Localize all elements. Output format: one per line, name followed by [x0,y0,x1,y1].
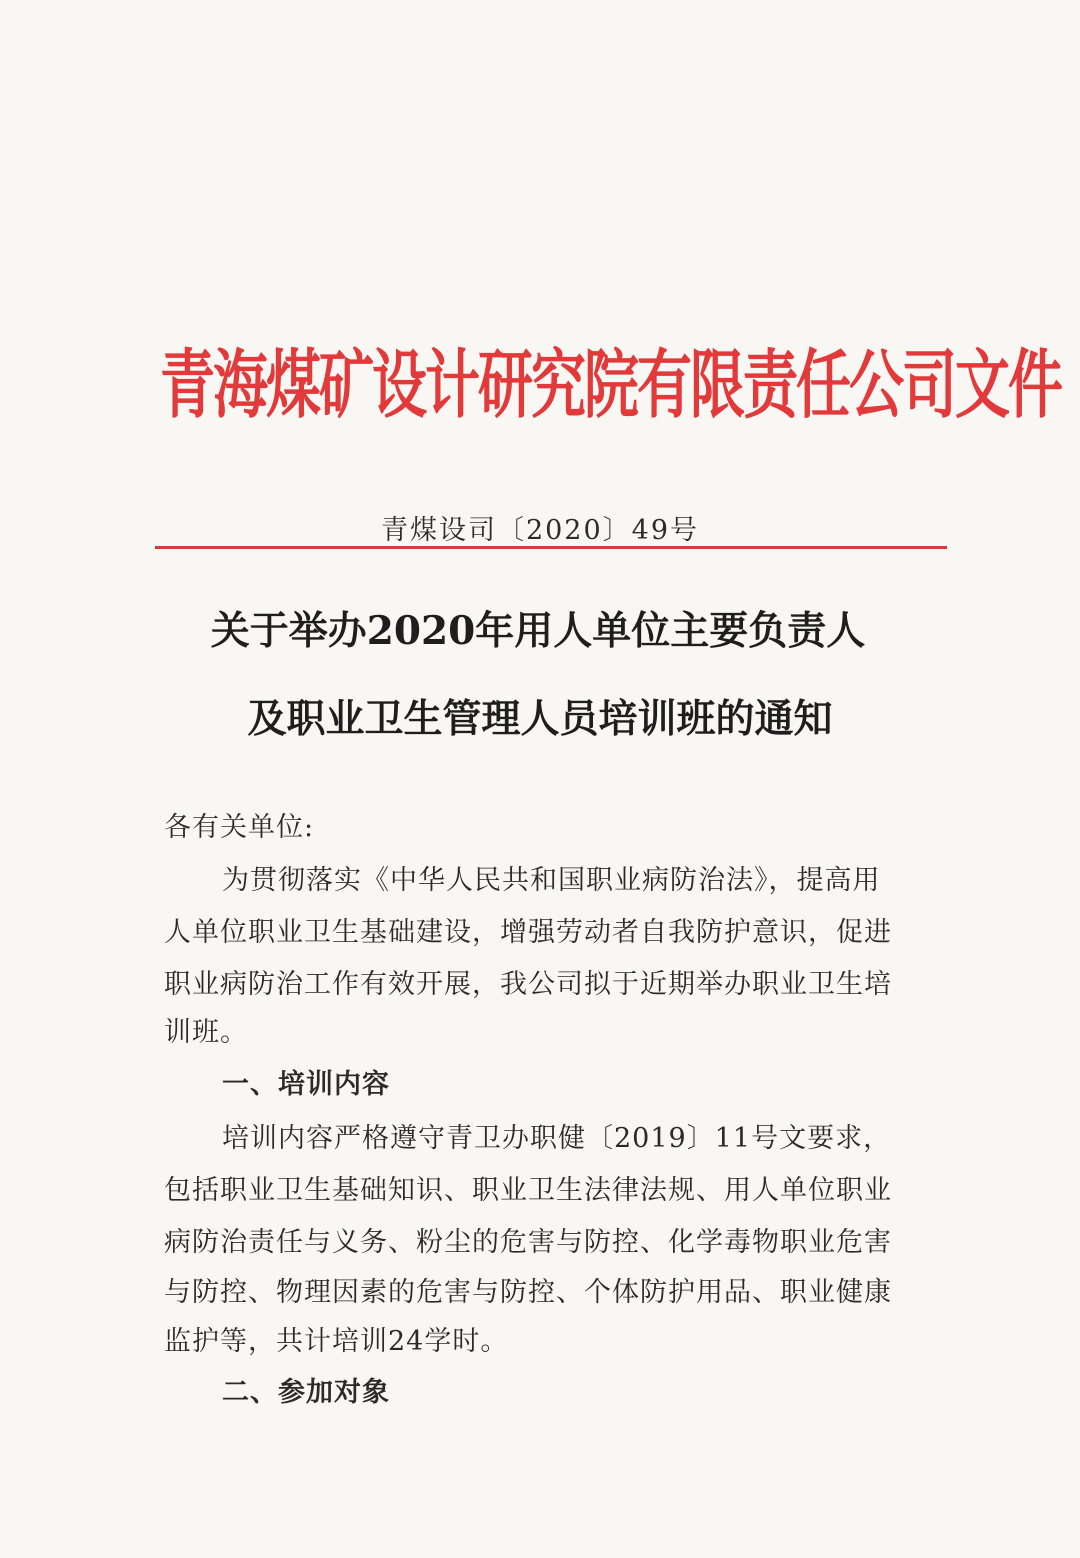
paragraph-2-line-5: 监护等，共计培训24学时。 [164,1326,509,1357]
section-2-heading: 二、参加对象 [222,1377,390,1408]
paragraph-1-line-4: 训班。 [164,1017,248,1048]
paragraph-1-line-2: 人单位职业卫生基础建设，增强劳动者自我防护意识，促进 [164,917,892,948]
section-1-heading: 一、培训内容 [222,1069,390,1100]
paragraph-2-line-2: 包括职业卫生基础知识、职业卫生法律法规、用人单位职业 [164,1175,892,1206]
paragraph-2-line-3: 病防治责任与义务、粉尘的危害与防控、化学毒物职业危害 [164,1227,892,1258]
organization-header: 青海煤矿设计研究院有限责任公司文件 [160,341,1062,429]
notice-title-line-2: 及职业卫生管理人员培训班的通知 [247,696,833,742]
red-divider-line [155,546,947,549]
notice-title-line-1: 关于举办2020年用人单位主要负责人 [210,608,866,654]
paragraph-2-line-1: 培训内容严格遵守青卫办职健〔2019〕11号文要求， [222,1123,892,1154]
document-number: 青煤设司〔2020〕49号 [380,515,700,546]
salutation: 各有关单位: [164,812,315,843]
paragraph-1-line-3: 职业病防治工作有效开展，我公司拟于近期举办职业卫生培 [164,969,892,1000]
paragraph-1-line-1: 为贯彻落实《中华人民共和国职业病防治法》，提高用 [222,865,881,896]
paragraph-2-line-4: 与防控、物理因素的危害与防控、个体防护用品、职业健康 [164,1277,892,1308]
